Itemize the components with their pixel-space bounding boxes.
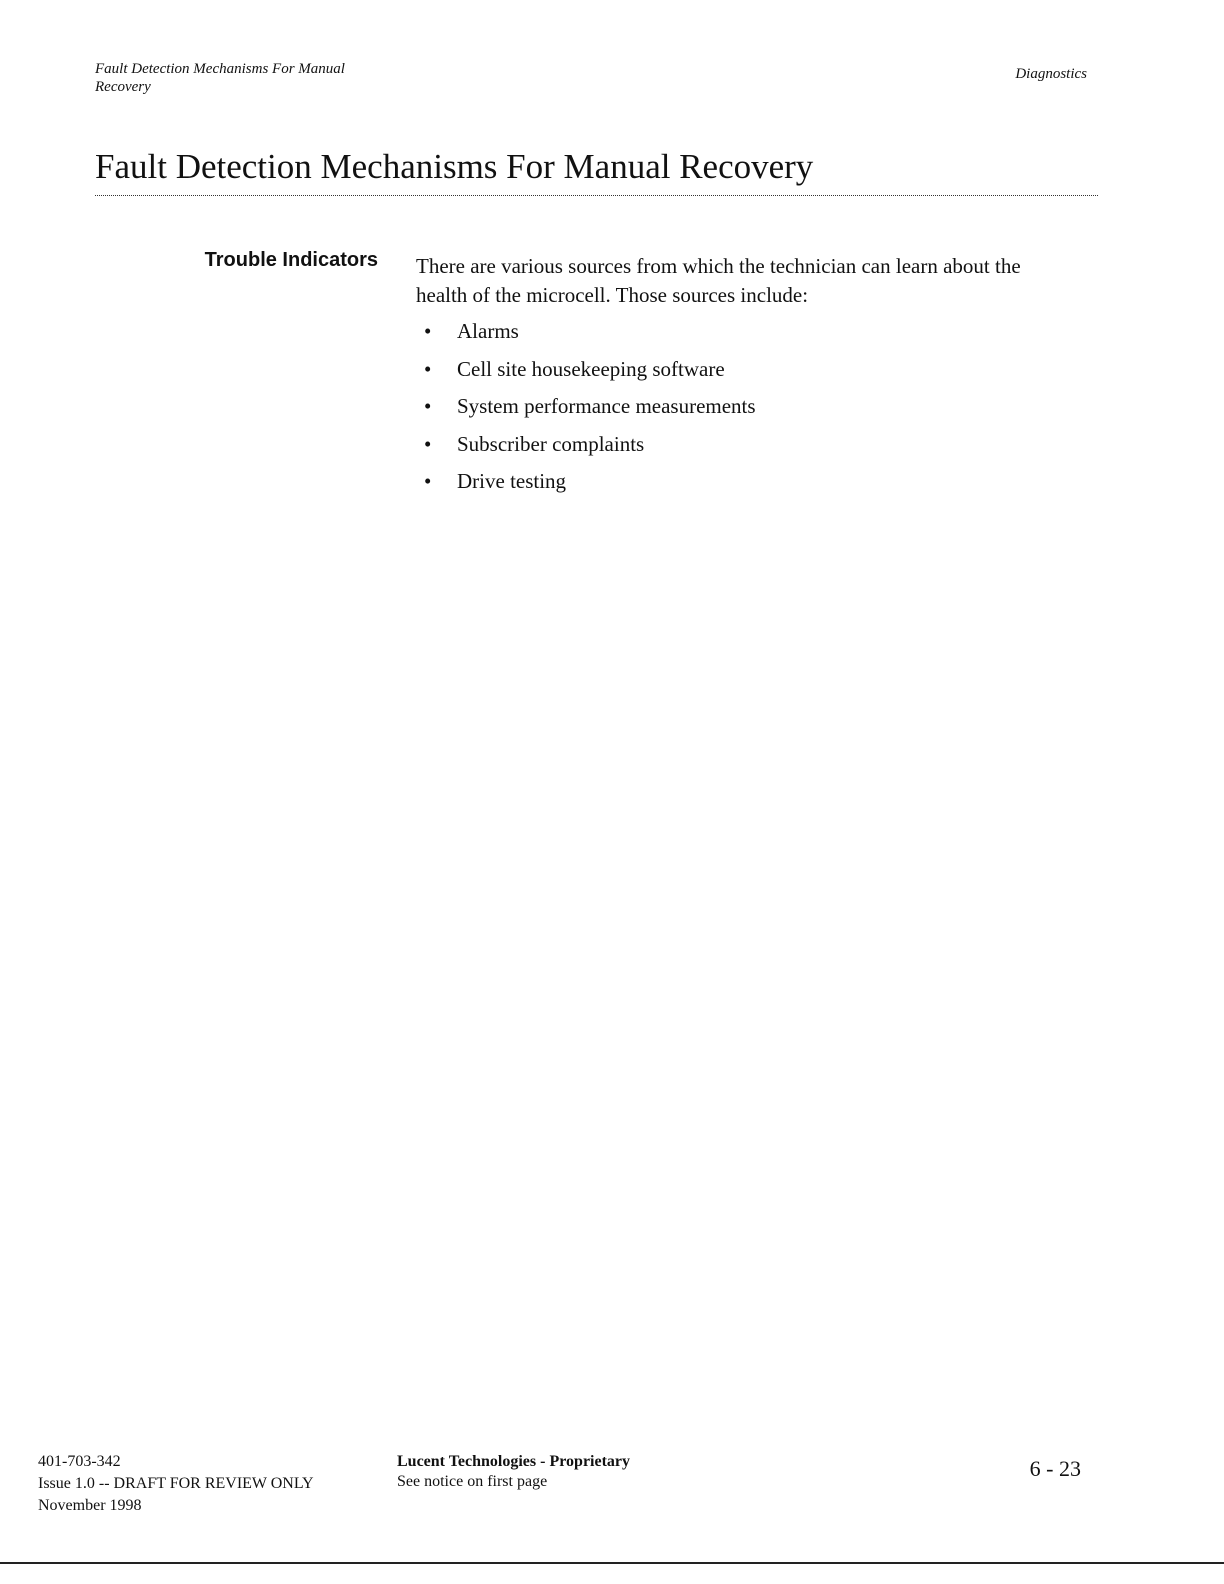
running-header-title-line1: Fault Detection Mechanisms For Manual [95, 61, 345, 77]
footer-issue: Issue 1.0 -- DRAFT FOR REVIEW ONLY [38, 1475, 314, 1492]
list-item-text: Alarms [457, 319, 519, 343]
list-item-text: Subscriber complaints [457, 431, 645, 456]
bullet-icon: • [424, 356, 432, 381]
list-item-text: System performance measurements [457, 394, 756, 418]
list-item [416, 467, 1106, 505]
bullet-icon: • [424, 319, 432, 343]
bullet-icon: • [424, 469, 432, 493]
footer-proprietary-notice [397, 1452, 630, 1492]
list-item-text: Drive testing [457, 469, 567, 493]
running-header-title [95, 60, 435, 96]
list-item [416, 392, 1106, 430]
running-header-title-line2: Recovery [95, 79, 151, 95]
list-item [416, 317, 1106, 355]
bullet-icon: • [424, 431, 432, 456]
section-body [416, 252, 1106, 505]
sources-list [416, 317, 1106, 505]
list-item-text: Cell site housekeeping software [457, 356, 725, 381]
section-intro-line1: There are various sources from which the technician can learn about the [416, 254, 1021, 278]
footer-company: Lucent Technologies - Proprietary [397, 1453, 631, 1470]
list-item [416, 430, 1106, 468]
footer-page-number: 6 - 23 [1029, 1456, 1081, 1481]
title-divider [95, 195, 1098, 196]
footer-date: November 1998 [38, 1497, 142, 1514]
footer-document-info [38, 1451, 314, 1517]
bullet-icon: • [424, 394, 432, 418]
bottom-divider [0, 1562, 1224, 1564]
footer-doc-number: 401-703-342 [38, 1453, 121, 1470]
section-intro [416, 252, 1106, 310]
section-intro-line2: health of the microcell. Those sources include: [416, 283, 809, 307]
running-header-chapter: Diagnostics [1015, 66, 1087, 82]
list-item [416, 355, 1106, 393]
section-label: Trouble Indicators [204, 249, 378, 271]
page-title: Fault Detection Mechanisms For Manual Recovery [95, 147, 814, 186]
footer-notice: See notice on first page [397, 1473, 548, 1490]
